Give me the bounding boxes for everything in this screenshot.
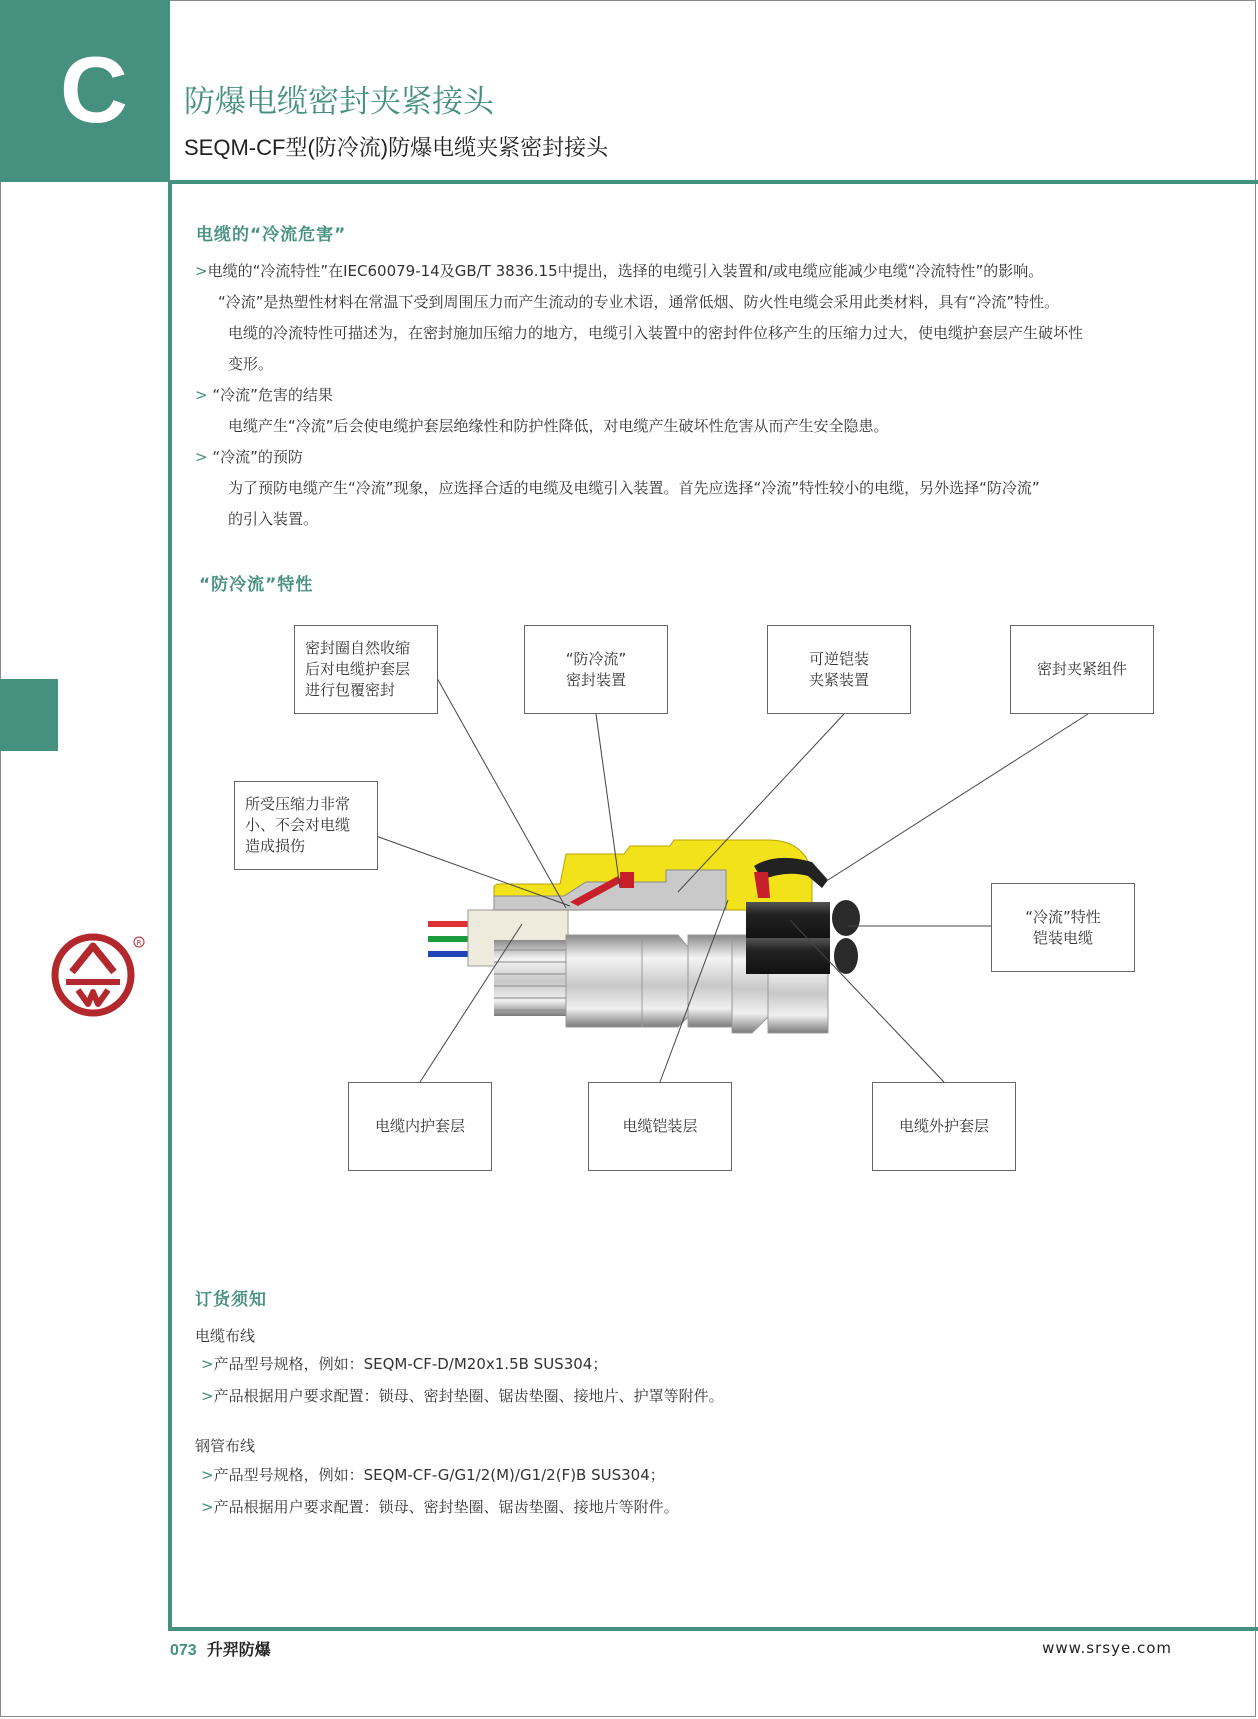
arrow-marker: > (201, 1466, 214, 1484)
callout-low-pressure: 所受压缩力非常 小、不会对电缆 造成损伤 (234, 781, 378, 870)
subheading-prevention: > “冷流”的预防 (195, 448, 303, 466)
svg-text:R: R (136, 939, 142, 947)
page-number: 073 升羿防爆 (170, 1640, 271, 1659)
category-letter: C (60, 37, 128, 142)
paragraph-5b: 的引入装置。 (228, 510, 319, 528)
callout-outer-sheath: 电缆外护套层 (872, 1082, 1016, 1171)
paragraph-3b: 变形。 (228, 355, 274, 373)
pipe-wiring-item-1: >产品型号规格，例如：SEQM-CF-G/G1/2(M)/G1/2(F)B SUS304； (201, 1466, 665, 1484)
arrow-marker: > (195, 448, 208, 466)
cable-wiring-item-2: >产品根据用户要求配置：锁母、密封垫圈、锯齿垫圈、接地片、护罩等附件。 (201, 1387, 724, 1405)
callout-armor-layer: 电缆铠装层 (588, 1082, 732, 1171)
armored-cable-shape (746, 900, 860, 974)
pipe-wiring-title: 钢管布线 (195, 1437, 256, 1455)
cable-wiring-title: 电缆布线 (195, 1327, 256, 1345)
footer-brand: 升羿防爆 (206, 1640, 271, 1659)
paragraph-5a: 为了预防电缆产生“冷流”现象，应选择合适的电缆及电缆引入装置。首先应选择“冷流”特性较小的电缆，另外选择“防冷流” (228, 479, 1040, 497)
page-title: 防爆电缆密封夹紧接头 (184, 84, 494, 120)
arrow-marker: > (195, 386, 208, 404)
arrow-marker: > (201, 1355, 214, 1373)
section-heading-anti-cold-flow: “防冷流”特性 (199, 575, 314, 595)
arrow-marker: > (201, 1498, 214, 1516)
callout-anti-cold-flow: “防冷流” 密封装置 (524, 625, 668, 714)
section-heading-ordering: 订货须知 (195, 1290, 267, 1310)
paragraph-1: >电缆的“冷流特性”在IEC60079-14及GB/T 3836.15中提出，选择的电缆引入装置和/或电缆应能减少电缆“冷流特性”的影响。 (195, 262, 1044, 280)
pipe-wiring-item-2: >产品根据用户要求配置：锁母、密封垫圈、锯齿垫圈、接地片等附件。 (201, 1498, 679, 1516)
arrow-marker: > (201, 1387, 214, 1405)
paragraph-4: 电缆产生“冷流”后会使电缆护套层绝缘性和防护性降低，对电缆产生破坏性危害从而产生安全隐患。 (228, 417, 889, 435)
arrow-marker: > (195, 262, 208, 280)
paragraph-3a: 电缆的冷流特性可描述为，在密封施加压缩力的地方，电缆引入装置中的密封件位移产生的压缩力过大，使电缆护套层产生破坏性 (228, 324, 1084, 342)
callout-clamp-assembly: 密封夹紧组件 (1010, 625, 1154, 714)
section-heading-cold-flow: 电缆的“冷流危害” (196, 225, 347, 245)
page-subtitle: SEQM-CF型(防冷流)防爆电缆夹紧密封接头 (184, 135, 609, 160)
cable-wires (428, 921, 468, 957)
callout-seal-wrap: 密封圈自然收缩 后对电缆护套层 进行包覆密封 (294, 625, 438, 714)
paragraph-2: “冷流”是热塑性材料在常温下受到周围压力而产生流动的专业术语，通常低烟、防火性电缆会采用此类材料，具有“冷流”特性。 (218, 293, 1060, 311)
footer-url[interactable]: www.srsye.com (1042, 1639, 1172, 1657)
callout-inner-sheath: 电缆内护套层 (348, 1082, 492, 1171)
cable-wiring-item-1: >产品型号规格，例如：SEQM-CF-D/M20x1.5B SUS304； (201, 1355, 608, 1373)
subheading-result: > “冷流”危害的结果 (195, 386, 333, 404)
callout-armored-cable: “冷流”特性 铠装电缆 (991, 883, 1135, 972)
callout-reversible-clamp: 可逆铠装 夹紧装置 (767, 625, 911, 714)
gland-cutaway (494, 840, 828, 910)
